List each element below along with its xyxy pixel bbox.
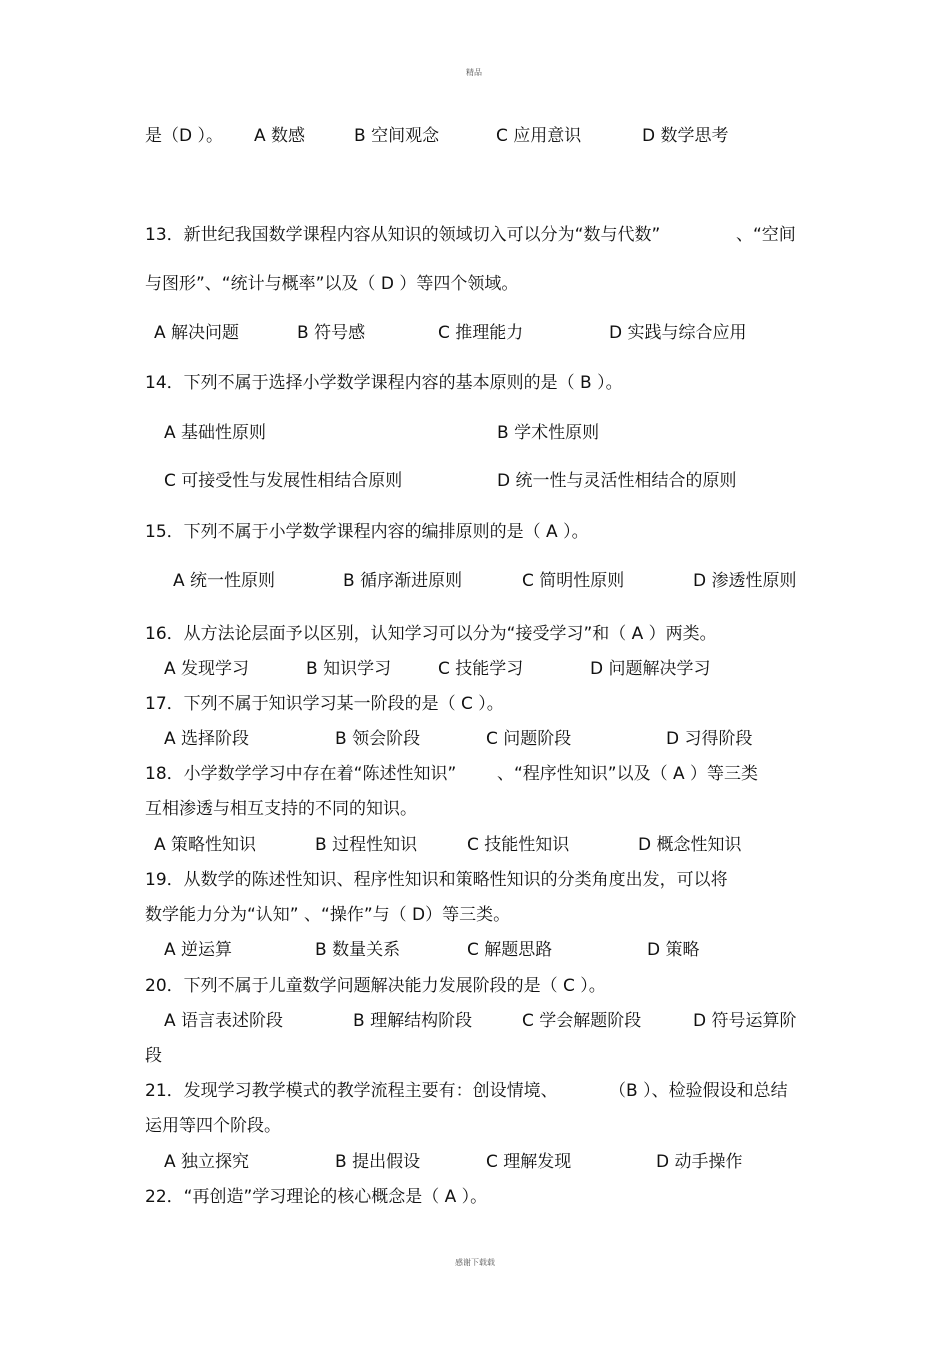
q19-stem-line2: 数学能力分为“认知” 、“操作”与（ D）等三类。 [145, 905, 511, 925]
q16-stem: 16．从方法论层面予以区别，认知学习可以分为“接受学习”和（ A ）两类。 [145, 624, 717, 644]
q13-option-b: B 符号感 [297, 323, 366, 343]
q20-option-c: C 学会解题阶段 [522, 1011, 642, 1031]
q18-option-b: B 过程性知识 [315, 835, 418, 855]
q15-option-d: D 渗透性原则 [693, 571, 797, 591]
q20-option-b: B 理解结构阶段 [353, 1011, 473, 1031]
q16-option-c: C 技能学习 [438, 659, 524, 679]
q17-option-d: D 习得阶段 [666, 729, 753, 749]
q21-option-b: B 提出假设 [335, 1152, 421, 1172]
q15-option-c: C 简明性原则 [522, 571, 625, 591]
q14-option-b: B 学术性原则 [497, 423, 600, 443]
q17-option-b: B 领会阶段 [335, 729, 421, 749]
q21-option-c: C 理解发现 [486, 1152, 572, 1172]
q13-stem-line1: 13．新世纪我国数学课程内容从知识的领域切入可以分为“数与代数” [145, 225, 661, 245]
q13-option-c: C 推理能力 [438, 323, 524, 343]
q18-stem-line1: 18．小学数学学习中存在着“陈述性知识” [145, 764, 457, 784]
q18-option-a: A 策略性知识 [154, 835, 257, 855]
q19-option-b: B 数量关系 [315, 940, 401, 960]
q12-option-b: B 空间观念 [354, 126, 440, 146]
q20-option-a: A 语言表述阶段 [164, 1011, 284, 1031]
q13-stem-line1-end: 、“空间 [736, 225, 796, 245]
q15-stem: 15．下列不属于小学数学课程内容的编排原则的是（ A ）。 [145, 522, 589, 542]
q20-option-d: D 符号运算阶 [693, 1011, 797, 1031]
q13-option-d: D 实践与综合应用 [609, 323, 747, 343]
page-footer: 感谢下载载 [455, 1258, 495, 1267]
q12-option-c: C 应用意识 [496, 126, 582, 146]
q16-option-d: D 问题解决学习 [590, 659, 711, 679]
q22-stem: 22．“再创造”学习理论的核心概念是（ A ）。 [145, 1187, 488, 1207]
q12-tail: 是（D ）。 [145, 126, 223, 146]
q21-stem-line1: 21．发现学习教学模式的教学流程主要有：创设情境、 [145, 1081, 558, 1101]
q16-option-b: B 知识学习 [306, 659, 392, 679]
q14-stem: 14．下列不属于选择小学数学课程内容的基本原则的是（ B ）。 [145, 373, 623, 393]
q18-option-c: C 技能性知识 [467, 835, 570, 855]
q14-option-a: A 基础性原则 [164, 423, 267, 443]
q20-option-d-wrap: 段 [145, 1046, 162, 1066]
q18-stem-line1-end: 、“程序性知识”以及（ A ）等三类 [497, 764, 759, 784]
q15-option-b: B 循序渐进原则 [343, 571, 463, 591]
q13-option-a: A 解决问题 [154, 323, 240, 343]
q14-option-d: D 统一性与灵活性相结合的原则 [497, 471, 737, 491]
q19-option-c: C 解题思路 [467, 940, 553, 960]
q21-option-a: A 独立探究 [164, 1152, 250, 1172]
q21-stem-line1-end: （B ）、检验假设和总结 [609, 1081, 788, 1101]
q19-option-a: A 逆运算 [164, 940, 233, 960]
q16-option-a: A 发现学习 [164, 659, 250, 679]
q17-stem: 17．下列不属于知识学习某一阶段的是（ C ）。 [145, 694, 504, 714]
q21-option-d: D 动手操作 [656, 1152, 743, 1172]
q12-option-d: D 数学思考 [642, 126, 729, 146]
q14-option-c: C 可接受性与发展性相结合原则 [164, 471, 403, 491]
q20-stem: 20．下列不属于儿童数学问题解决能力发展阶段的是（ C ）。 [145, 976, 606, 996]
q15-option-a: A 统一性原则 [173, 571, 276, 591]
q12-option-a: A 数感 [254, 126, 306, 146]
q18-option-d: D 概念性知识 [638, 835, 742, 855]
q19-stem-line1: 19．从数学的陈述性知识、程序性知识和策略性知识的分类角度出发，可以将 [145, 870, 728, 890]
q19-option-d: D 策略 [647, 940, 700, 960]
page-header: 精品 [466, 68, 482, 77]
q21-stem-line2: 运用等四个阶段。 [145, 1116, 281, 1136]
q17-option-a: A 选择阶段 [164, 729, 250, 749]
q18-stem-line2: 互相渗透与相互支持的不同的知识。 [145, 799, 417, 819]
q13-stem-line2: 与图形”、“统计与概率”以及（ D ）等四个领域。 [145, 274, 519, 294]
q17-option-c: C 问题阶段 [486, 729, 572, 749]
